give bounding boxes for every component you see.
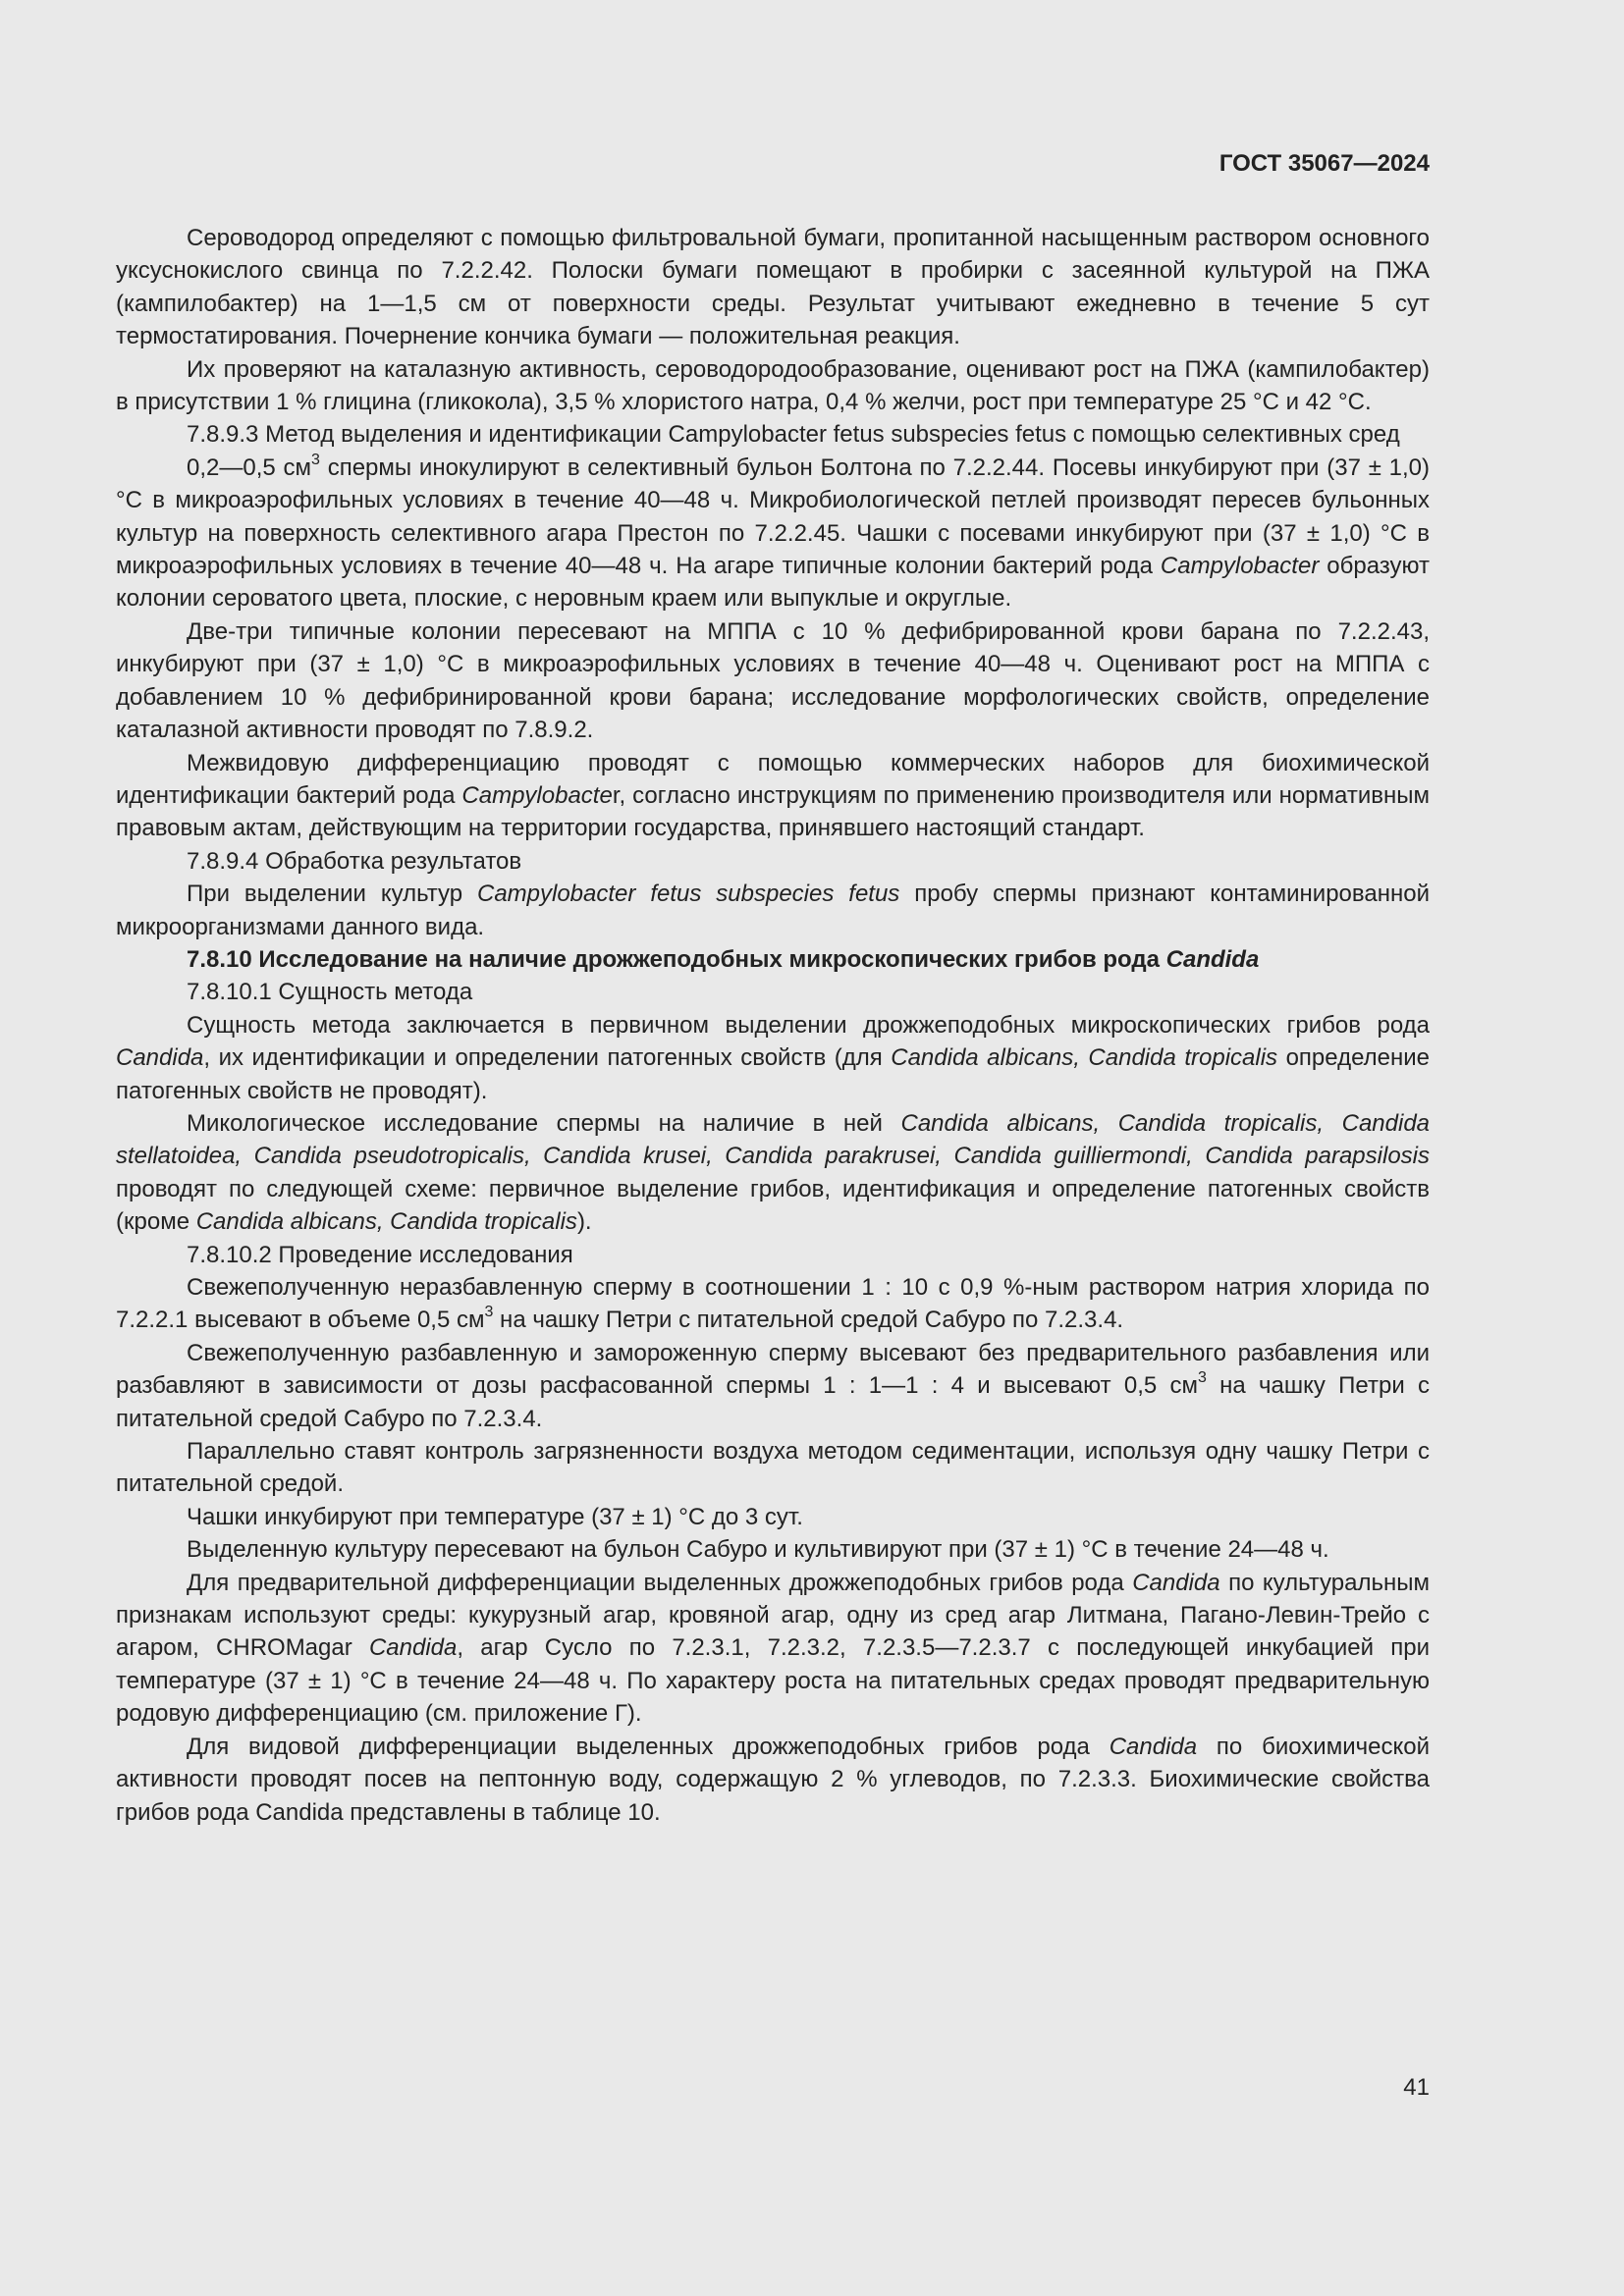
- paragraph: Сущность метода заключается в первичном выделении дрожжеподобных микроскопических грибов рода Candida, их идентификации и определении патогенных свойств (для Candida albicans, Candida tropicalis определение патогенных свойств не проводят).: [116, 1011, 1430, 1104]
- paragraph: Межвидовую дифференциацию проводят с помощью коммерческих наборов для биохимической идентификации бактерий рода Campylobacter, согласно инструкциям по применению производителя или нормативным правовым актам, действующим на территории государства, принявшего настоящий стандарт.: [116, 749, 1431, 842]
- paragraph: 7.8.9.4 Обработка результатов: [187, 847, 522, 875]
- paragraph: Параллельно ставят контроль загрязненности воздуха методом седиментации, используя одну чашку Петри с питательной средой.: [116, 1438, 1430, 1498]
- paragraph: Свежеполученную разбавленную и замороженную сперму высевают без предварительного разбавления или разбавляют в зависимости от дозы расфасованной спермы 1 : 1—1 : 4 и высевают 0,5 $см^3$ на чашку Петри с питательной средой Сабуро по 7.2.3.4.: [116, 1339, 1430, 1432]
- paragraph: Для видовой дифференциации выделенных дрожжеподобных грибов рода Candida по биохимической активности проводят посев на пептонную воду, содержащую 2 % углеводов, по 7.2.3.3. Биохимические свойства грибов рода Candida представлены в таблице 10.: [116, 1733, 1430, 1826]
- paragraph: Сероводород определяют с помощью фильтровальной бумаги, пропитанной насыщенным раствором основного уксуснокислого свинца по 7.2.2.42. Полоски бумаги помещают в пробирки с засеянной культурой на ПЖА (кампилобактер) на 1—1,5 см от поверхности среды. Результат учитывают ежедневно в течение 5 сут термостатирования. Почернение кончика бумаги — положительная реакция.: [116, 225, 1430, 350]
- paragraph: 0,2—0,5 $см^3$ спермы инокулируют в селективный бульон Болтона по 7.2.2.44. Посевы инкубируют при (37 ± 1,0) °С в микроаэрофильных условиях в течение 40—48 ч. Микробиологической петлей производят пересев бульонных культур на поверхность селективного агара Престон по 7.2.2.45. Чашки с посевами инкубируют при (37 ± 1,0) °С в микроаэрофильных условиях в течение 40—48 ч. На агаре типичные колонии бактерий рода Campylobacter образуют колонии сероватого цвета, плоские, с неровным краем или выпуклые и округлые.: [116, 451, 1430, 613]
- page-number: 41: [1403, 2074, 1430, 2101]
- paragraph: 7.8.10.2 Проведение исследования: [187, 1241, 573, 1268]
- paragraph: При выделении культур Campylobacter fetus subspecies fetus пробу спермы признают контаминированной микроорганизмами данного вида.: [116, 881, 1430, 940]
- document-code-header: ГОСТ 35067—2024: [1218, 150, 1430, 177]
- paragraph: Микологическое исследование спермы на наличие в ней Candida albicans, Candida tropicalis, Candida stellatoidea, Candida pseudotropicalis, Candida krusei, Candida parakrusei, Candida guilliermondi, Candida parapsilosis проводят по следующей схеме: первичное выделение грибов, идентификация и определение патогенных свойств (кроме Candida albicans, Candida tropicalis).: [116, 1109, 1431, 1236]
- document-body: [116, 222, 1430, 1829]
- paragraph: 7.8.10.1 Сущность метода: [187, 979, 473, 1006]
- paragraph: Выделенную культуру пересевают на бульон Сабуро и культивируют при (37 ± 1) °С в течение 24—48 ч.: [187, 1536, 1329, 1564]
- paragraph: Чашки инкубируют при температуре (37 ± 1) °С до 3 сут.: [187, 1503, 803, 1530]
- paragraph: Две-три типичные колонии пересевают на МППА с 10 % дефибрированной крови барана по 7.2.2.43, инкубируют при (37 ± 1,0) °С в микроаэрофильных условиях в течение 40—48 ч. Оценивают рост на МППА с добавлением 10 % дефибринированной крови барана; исследование морфологических свойств, определение каталазной активности проводят по 7.8.9.2.: [116, 617, 1430, 744]
- paragraph: Свежеполученную неразбавленную сперму в соотношении 1 : 10 с 0,9 %-ным раствором натрия хлорида по 7.2.2.1 высевают в объеме 0,5 $см^3$ на чашку Петри с питательной средой Сабуро по 7.2.3.4.: [116, 1274, 1430, 1334]
- paragraph: 7.8.10 Исследование на наличие дрожжеподобных микроскопических грибов рода Candida: [187, 945, 1260, 973]
- paragraph: Для предварительной дифференциации выделенных дрожжеподобных грибов рода Candida по культуральным признакам используют среды: кукурузный агар, кровяной агар, одну из сред агар Литмана, Пагано-Левин-Трейо с агаром, CHROMagar Candida, агар Сусло по 7.2.3.1, 7.2.3.2, 7.2.3.5—7.2.3.7 с последующей инкубацией при температуре (37 ± 1) °С в течение 24—48 ч. По характеру роста на питательных средах проводят предварительную родовую дифференциацию (см. приложение Г).: [116, 1569, 1431, 1728]
- paragraph: 7.8.9.3 Метод выделения и идентификации Campylobacter fetus subspecies fetus с помощью селективных сред: [187, 421, 1400, 449]
- paragraph: Их проверяют на каталазную активность, сероводородообразование, оценивают рост на ПЖА (кампилобактер) в присутствии 1 % глицина (гликокола), 3,5 % хлористого натра, 0,4 % желчи, рост при температуре 25 °С и 42 °С.: [116, 355, 1430, 416]
